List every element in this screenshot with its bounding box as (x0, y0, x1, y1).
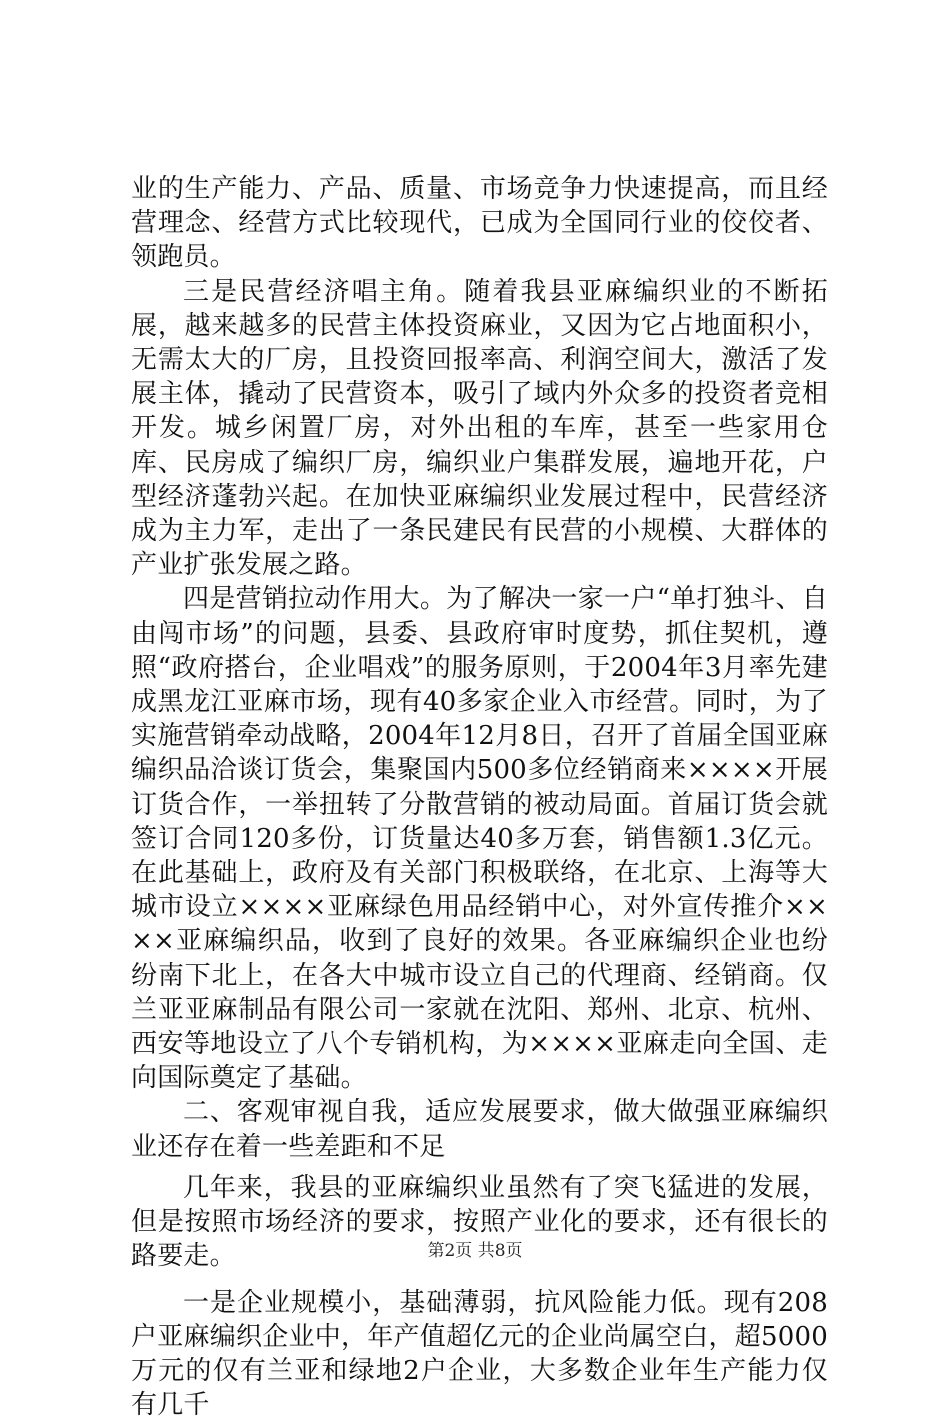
paragraph-continuation: 业的生产能力、产品、质量、市场竞争力快速提高，而且经营理念、经营方式比较现代，已成为全国同行业的佼佼者、领跑员。 (131, 172, 828, 275)
paragraph-marketing: 四是营销拉动作用大。为了解决一家一户“单打独斗、自由闯市场”的问题，县委、县政府审时度势，抓住契机，遵照“政府搭台，企业唱戏”的服务原则，于2004年3月率先建成黑龙江亚麻市场，现有40多家企业入市经营。同时，为了实施营销牵动战略，2004年12月8日，召开了首届全国亚麻编织品洽谈订货会，集聚国内500多位经销商来××××开展订货合作，一举扭转了分散营销的被动局面。首届订货会就签订合同120多份，订货量达40多万套，销售额1.3亿元。在此基础上，政府及有关部门积极联络，在北京、上海等大城市设立××××亚麻绿色用品经销中心，对外宣传推介××××亚麻编织品，收到了良好的效果。各亚麻编织企业也纷纷南下北上，在各大中城市设立自己的代理商、经销商。仅兰亚亚麻制品有限公司一家就在沈阳、郑州、北京、杭州、西安等地设立了八个专销机构，为××××亚麻走向全国、走向国际奠定了基础。 (131, 582, 828, 1095)
paragraph-enterprise-scale: 一是企业规模小，基础薄弱，抗风险能力低。现有208户亚麻编织企业中，年产值超亿元的企业尚属空白，超5000万元的仅有兰亚和绿地2户企业，大多数企业年生产能力仅有几千 (131, 1286, 828, 1422)
paragraph-overview: 几年来，我县的亚麻编织业虽然有了突飞猛进的发展，但是按照市场经济的要求，按照产业化的要求，还有很长的路要走。 (131, 1171, 828, 1274)
paragraph-private-economy: 三是民营经济唱主角。随着我县亚麻编织业的不断拓展，越来越多的民营主体投资麻业，又因为它占地面积小，无需太大的厂房，且投资回报率高、利润空间大，激活了发展主体，撬动了民营资本，吸引了域内外众多的投资者竞相开发。城乡闲置厂房，对外出租的车库，甚至一些家用仓库、民房成了编织厂房，编织业户集群发展，遍地开花，户型经济蓬勃兴起。在加快亚麻编织业发展过程中，民营经济成为主力军，走出了一条民建民有民营的小规模、大群体的产业扩张发展之路。 (131, 275, 828, 583)
document-body (131, 172, 828, 1422)
section-heading-two: 二、客观审视自我，适应发展要求，做大做强亚麻编织业还存在着一些差距和不足 (131, 1095, 828, 1163)
page-number-footer: 第2页 共8页 (0, 1240, 950, 1262)
